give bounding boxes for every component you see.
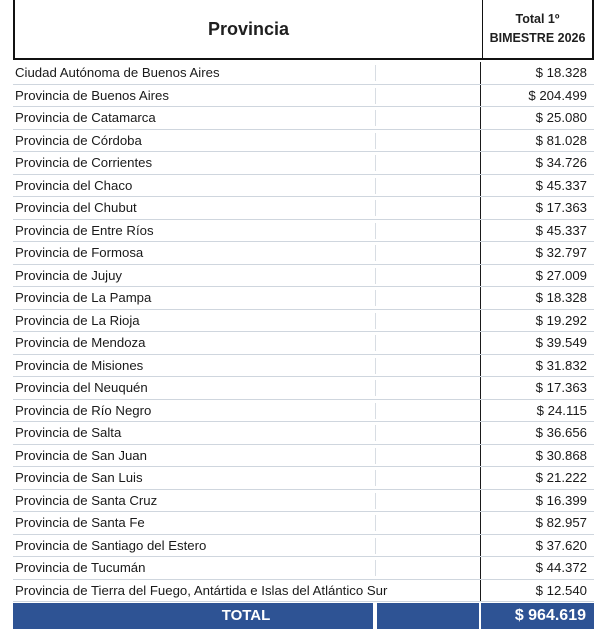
table-row bbox=[13, 445, 594, 468]
column-divider bbox=[480, 220, 481, 242]
province-amount: $ 30.868 bbox=[535, 447, 587, 463]
column-divider bbox=[375, 313, 376, 329]
column-divider bbox=[480, 85, 481, 107]
column-divider bbox=[480, 355, 481, 377]
column-divider bbox=[375, 268, 376, 284]
table-row bbox=[13, 422, 594, 445]
column-divider bbox=[480, 445, 481, 467]
column-divider bbox=[480, 490, 481, 512]
table-row bbox=[13, 310, 594, 333]
province-name: Provincia de Río Negro bbox=[15, 402, 152, 418]
column-divider bbox=[480, 377, 481, 399]
column-divider bbox=[375, 155, 376, 171]
province-amount: $ 31.832 bbox=[535, 357, 587, 373]
province-amount: $ 17.363 bbox=[535, 380, 587, 395]
province-name: Provincia de Formosa bbox=[15, 245, 144, 260]
column-divider bbox=[375, 470, 376, 486]
province-amount: $ 24.115 bbox=[536, 402, 587, 418]
column-divider bbox=[480, 265, 481, 287]
province-name: Ciudad Autónoma de Buenos Aires bbox=[15, 65, 220, 80]
province-name: Provincia de Córdoba bbox=[15, 132, 142, 148]
column-divider bbox=[375, 380, 376, 396]
column-divider bbox=[480, 175, 481, 197]
table-row bbox=[13, 85, 594, 108]
province-amount: $ 44.372 bbox=[535, 560, 587, 575]
column-header-total bbox=[483, 0, 592, 58]
province-amount: $ 18.328 bbox=[535, 65, 587, 80]
column-divider bbox=[375, 110, 376, 126]
province-amount: $ 32.797 bbox=[535, 245, 587, 260]
table-row bbox=[13, 467, 594, 490]
province-name: Provincia de Misiones bbox=[15, 357, 144, 373]
table-row bbox=[13, 130, 594, 153]
province-name: Provincia del Chubut bbox=[15, 200, 137, 215]
province-name: Provincia del Chaco bbox=[15, 177, 133, 193]
column-divider bbox=[375, 425, 376, 441]
table-row bbox=[13, 490, 594, 513]
province-amount: $ 204.499 bbox=[528, 87, 587, 103]
province-name: Provincia de Catamarca bbox=[15, 110, 156, 125]
column-divider bbox=[480, 107, 481, 129]
column-divider bbox=[480, 467, 481, 489]
column-divider bbox=[375, 515, 376, 531]
province-name: Provincia de Tucumán bbox=[15, 560, 146, 575]
province-amount: $ 21.222 bbox=[535, 470, 587, 485]
column-divider bbox=[375, 358, 376, 374]
column-divider bbox=[375, 88, 376, 104]
province-name: Provincia de La Pampa bbox=[15, 290, 152, 305]
column-divider bbox=[375, 65, 376, 81]
column-header-total-line1: Total 1º bbox=[515, 12, 560, 26]
total-row bbox=[13, 603, 594, 629]
province-name: Provincia de San Juan bbox=[15, 447, 147, 463]
column-divider bbox=[375, 448, 376, 464]
province-name: Provincia de Corrientes bbox=[15, 155, 153, 170]
column-divider bbox=[480, 310, 481, 332]
table-row bbox=[13, 580, 594, 603]
province-amount: $ 37.620 bbox=[535, 537, 587, 553]
province-name: Provincia de La Rioja bbox=[15, 312, 140, 328]
province-name: Provincia de Jujuy bbox=[15, 267, 123, 283]
province-amount: $ 12.540 bbox=[535, 582, 587, 598]
province-amount: $ 25.080 bbox=[535, 110, 587, 125]
column-header-provincia: Provincia bbox=[15, 0, 483, 58]
column-divider bbox=[375, 200, 376, 216]
column-divider bbox=[480, 512, 481, 534]
province-amount: $ 82.957 bbox=[535, 515, 587, 530]
province-name: Provincia de San Luis bbox=[15, 470, 143, 485]
province-name: Provincia de Mendoza bbox=[15, 335, 146, 350]
table-row bbox=[13, 535, 594, 558]
table-body bbox=[13, 62, 594, 602]
column-divider bbox=[375, 560, 376, 576]
province-name: Provincia de Santiago del Estero bbox=[15, 537, 207, 553]
column-divider bbox=[480, 332, 481, 354]
column-header-total-line2: BIMESTRE 2026 bbox=[489, 31, 586, 45]
column-divider bbox=[480, 197, 481, 219]
table-row bbox=[13, 332, 594, 355]
total-label: TOTAL bbox=[221, 607, 271, 624]
total-amount: $ 964.619 bbox=[481, 603, 594, 629]
province-name: Provincia del Neuquén bbox=[15, 380, 148, 395]
province-name: Provincia de Santa Fe bbox=[15, 515, 145, 530]
column-divider bbox=[480, 62, 481, 84]
table-row bbox=[13, 400, 594, 423]
province-name: Provincia de Salta bbox=[15, 425, 122, 440]
table-row bbox=[13, 197, 594, 220]
province-amount: $ 16.399 bbox=[535, 492, 587, 508]
column-divider bbox=[375, 133, 376, 149]
column-divider bbox=[375, 403, 376, 419]
table-row bbox=[13, 107, 594, 130]
column-divider bbox=[375, 290, 376, 306]
table-row bbox=[13, 377, 594, 400]
column-divider bbox=[375, 178, 376, 194]
column-divider bbox=[480, 422, 481, 444]
table-row bbox=[13, 265, 594, 288]
distribution-table bbox=[13, 0, 594, 629]
table-row bbox=[13, 152, 594, 175]
province-amount: $ 81.028 bbox=[535, 132, 587, 148]
table-row bbox=[13, 175, 594, 198]
column-divider bbox=[480, 557, 481, 579]
province-amount: $ 36.656 bbox=[535, 425, 587, 440]
column-divider bbox=[480, 400, 481, 422]
table-row bbox=[13, 287, 594, 310]
province-amount: $ 39.549 bbox=[535, 335, 587, 350]
table-row bbox=[13, 557, 594, 580]
province-name: Provincia de Buenos Aires bbox=[15, 87, 169, 103]
table-row bbox=[13, 355, 594, 378]
province-amount: $ 18.328 bbox=[535, 290, 587, 305]
province-amount: $ 34.726 bbox=[535, 155, 587, 170]
province-amount: $ 45.337 bbox=[535, 177, 587, 193]
province-amount: $ 19.292 bbox=[535, 312, 587, 328]
province-name: Provincia de Tierra del Fuego, Antártida e Islas del Atlántico Sur bbox=[15, 582, 388, 598]
province-amount: $ 17.363 bbox=[535, 200, 587, 215]
table-row bbox=[13, 220, 594, 243]
table-row bbox=[13, 242, 594, 265]
column-divider bbox=[480, 535, 481, 557]
column-divider bbox=[480, 130, 481, 152]
column-divider bbox=[480, 242, 481, 264]
province-name: Provincia de Entre Ríos bbox=[15, 222, 154, 238]
column-divider bbox=[480, 287, 481, 309]
column-divider bbox=[375, 335, 376, 351]
table-row bbox=[13, 512, 594, 535]
column-divider bbox=[375, 245, 376, 261]
column-divider bbox=[480, 152, 481, 174]
column-divider bbox=[375, 538, 376, 554]
province-amount: $ 27.009 bbox=[535, 267, 587, 283]
column-divider bbox=[375, 493, 376, 509]
province-name: Provincia de Santa Cruz bbox=[15, 492, 158, 508]
column-divider bbox=[375, 223, 376, 239]
table-header bbox=[13, 0, 594, 60]
province-amount: $ 45.337 bbox=[535, 222, 587, 238]
column-divider bbox=[480, 580, 481, 602]
table-row bbox=[13, 62, 594, 85]
